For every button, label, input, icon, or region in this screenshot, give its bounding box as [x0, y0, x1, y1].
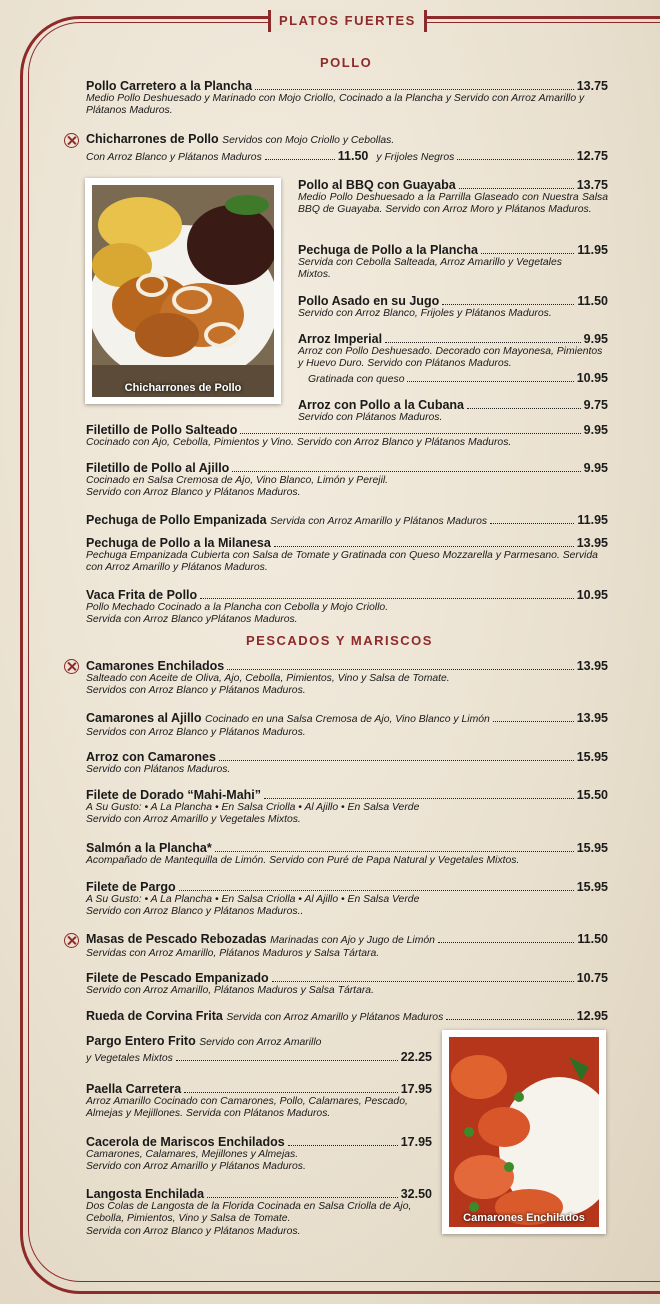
item-note: Cocinado en una Salsa Cremosa de Ajo, Vino Blanco y Limón: [205, 714, 490, 725]
item-name: Filete de Dorado “Mahi-Mahi”: [86, 788, 262, 802]
item-name: Filetillo de Pollo Salteado: [86, 423, 238, 437]
item-description: Cocinado con Ajo, Cebolla, Pimientos y Vino. Servido con Arroz Blanco y Plátanos Maduros.: [86, 437, 512, 448]
item-price: 12.75: [576, 149, 608, 163]
menu-item: [86, 880, 608, 919]
item-price: 10.75: [576, 971, 608, 985]
item-name: Arroz con Pollo a la Cubana: [298, 398, 464, 412]
subsection-title-pescados: PESCADOS Y MARISCOS: [246, 633, 433, 648]
subsection-title-pollo: POLLO: [320, 55, 373, 70]
menu-item: [298, 398, 608, 424]
item-name: Chicharrones de Pollo: [86, 132, 219, 146]
item-description: Pechuga Empanizada Cubierta con Salsa de Tomate y Gratinada con Queso Mozzarella y Parmesano. Servida con Arroz Amarillo y Plátanos Maduros.: [86, 550, 598, 574]
item-price: 11.95: [577, 243, 608, 257]
item-price: 9.95: [583, 332, 608, 346]
menu-item: [298, 332, 608, 387]
item-name: Salmón a la Plancha*: [86, 841, 212, 855]
item-price: 15.95: [576, 880, 608, 894]
item-description: Pollo Mechado Cocinado a la Plancha con Cebolla y Mojo Criollo.: [86, 602, 389, 613]
item-price: 11.95: [577, 513, 608, 527]
item-price: 13.95: [576, 711, 608, 725]
photo-caption: Chicharrones de Pollo: [124, 382, 242, 394]
item-price: 32.50: [400, 1187, 432, 1201]
item-name: Camarones al Ajillo: [86, 711, 202, 725]
item-description: Salteado con Aceite de Oliva, Ajo, Cebolla, Pimientos, Vino y Salsa de Tomate.: [86, 673, 450, 684]
menu-item: [86, 659, 608, 698]
signature-dish-icon: [64, 659, 79, 674]
item-price: 22.25: [400, 1050, 432, 1064]
section-title: PLATOS FUERTES: [268, 10, 427, 32]
item-description: Servido con Plátanos Maduros.: [298, 412, 443, 423]
item-name: Cacerola de Mariscos Enchilados: [86, 1135, 285, 1149]
item-name: Rueda de Corvina Frita: [86, 1009, 223, 1023]
item-name: Camarones Enchilados: [86, 659, 225, 673]
item-description: Servido con Arroz Amarillo y Plátanos Maduros.: [86, 1161, 306, 1173]
item-description: Medio Pollo Deshuesado y Marinado con Mojo Criollo, Cocinado a la Plancha y Servido con Arroz Amarillo y Plátanos Maduros.: [86, 93, 585, 117]
item-price: 15.95: [576, 841, 608, 855]
signature-dish-icon: [64, 133, 79, 148]
item-price: 15.95: [576, 750, 608, 764]
item-price: 13.75: [576, 178, 608, 192]
item-description: Cocinado en Salsa Cremosa de Ajo, Vino Blanco, Limón y Perejil.: [86, 475, 389, 486]
menu-item: [86, 513, 608, 529]
photo-chicharrones: [85, 178, 281, 404]
menu-item: [86, 461, 608, 500]
item-description: Camarones, Calamares, Mejillones y Almejas.: [86, 1149, 299, 1160]
item-name: Filete de Pargo: [86, 880, 176, 894]
item-name: Pechuga de Pollo Empanizada: [86, 513, 267, 527]
item-name: Pargo Entero Frito: [86, 1034, 196, 1048]
item-description: Acompañado de Mantequilla de Limón. Servido con Puré de Papa Natural y Vegetales Mixtos.: [86, 855, 520, 866]
item-description: Arroz con Pollo Deshuesado. Decorado con Mayonesa, Pimientos y Huevo Duro. Servido con Plátanos Maduros.: [298, 346, 603, 370]
item-description: Medio Pollo Deshuesado a la Parrilla Glaseado con Nuestra Salsa BBQ de Guayaba. Servido con Arroz Moro y Plátanos Maduros.: [298, 192, 608, 216]
item-description: Servido con Arroz Amarillo, Plátanos Maduros y Salsa Tártara.: [86, 985, 374, 996]
item-name: Masas de Pescado Rebozadas: [86, 932, 267, 946]
menu-item: [86, 788, 608, 827]
item-description: Servidos con Arroz Blanco y Plátanos Maduros.: [86, 685, 306, 697]
item-price: 12.95: [576, 1009, 608, 1023]
item-name: Vaca Frita de Pollo: [86, 588, 198, 602]
item-note: Servido con Arroz Amarillo: [199, 1037, 322, 1048]
menu-item: [86, 1034, 432, 1066]
menu-item: [86, 132, 608, 165]
item-description: Servida con Arroz Blanco yPlátanos Maduros.: [86, 614, 298, 626]
item-note: y Vegetales Mixtos: [86, 1053, 173, 1064]
item-description: Dos Colas de Langosta de la Florida Cocinada en Salsa Criolla de Ajo, Cebolla, Pimientos, Vino y Salsa de Tomate.: [86, 1201, 412, 1225]
chicharrones-image: [92, 185, 274, 397]
item-name: Pollo Asado en su Jugo: [298, 294, 440, 308]
item-name: Arroz Imperial: [298, 332, 383, 346]
item-name: Filetillo de Pollo al Ajillo: [86, 461, 230, 475]
item-name: Paella Carretera: [86, 1082, 182, 1096]
menu-item: [86, 1187, 432, 1238]
item-price: 9.95: [583, 461, 608, 475]
menu-item: [86, 932, 608, 960]
item-description: Servido con Arroz Blanco, Frijoles y Plátanos Maduros.: [298, 308, 552, 319]
menu-item: [298, 178, 608, 217]
photo-camarones: [442, 1030, 606, 1234]
item-price: 13.95: [576, 659, 608, 673]
menu-item: [86, 841, 608, 867]
menu-item: [86, 1082, 432, 1121]
item-description: Servido con Arroz Amarillo y Vegetales Mixtos.: [86, 814, 301, 826]
item-name: Pollo Carretero a la Plancha: [86, 79, 253, 93]
item-note: Servida con Arroz Amarillo y Plátanos Maduros: [226, 1012, 444, 1023]
item-price: 13.75: [576, 79, 608, 93]
item-description: A Su Gusto: • A La Plancha • En Salsa Criolla • Al Ajillo • En Salsa Verde: [86, 894, 420, 905]
item-note: Marinadas con Ajo y Jugo de Limón: [270, 935, 435, 946]
item-price: 17.95: [400, 1082, 432, 1096]
item-description: Servidas con Arroz Amarillo, Plátanos Maduros y Salsa Tártara.: [86, 948, 380, 959]
item-description: Arroz Amarillo Cocinado con Camarones, Pollo, Calamares, Pescado, Almejas y Mejillones. Servida con Plátanos Maduros.: [86, 1096, 408, 1120]
item-description: Servida con Cebolla Salteada, Arroz Amarillo y Vegetales Mixtos.: [298, 257, 562, 281]
item-price: 9.75: [583, 398, 608, 412]
menu-item: [86, 79, 608, 118]
menu-item: [86, 536, 608, 575]
item-description: Servido con Arroz Blanco y Plátanos Maduros..: [86, 906, 304, 918]
photo-caption: Camarones Enchilados: [463, 1212, 585, 1224]
item-price: 11.50: [337, 149, 369, 163]
item-option: y Frijoles Negros: [376, 152, 455, 163]
menu-item: [86, 750, 608, 776]
item-price: 17.95: [400, 1135, 432, 1149]
item-note: Servidos con Mojo Criollo y Cebollas.: [222, 135, 395, 146]
menu-item: [86, 711, 608, 739]
item-name: Pechuga de Pollo a la Plancha: [298, 243, 478, 257]
item-price: 15.50: [576, 788, 608, 802]
item-price: 10.95: [576, 588, 608, 602]
menu-item: [298, 294, 608, 320]
item-name: Pollo al BBQ con Guayaba: [298, 178, 456, 192]
item-description: Servido con Plátanos Maduros.: [86, 764, 231, 775]
menu-item: [86, 1009, 608, 1025]
item-description: Servida con Arroz Blanco y Plátanos Maduros.: [86, 1225, 301, 1237]
item-price: 10.95: [576, 370, 608, 385]
menu-item: [86, 1135, 432, 1174]
item-price: 9.95: [583, 423, 608, 437]
item-price: 11.50: [577, 932, 608, 946]
camarones-image: [449, 1037, 599, 1227]
item-name: Pechuga de Pollo a la Milanesa: [86, 536, 271, 550]
signature-dish-icon: [64, 933, 79, 948]
menu-item: [86, 588, 608, 627]
menu-item: [86, 971, 608, 997]
menu-item: [298, 243, 608, 282]
item-price: 11.50: [577, 294, 608, 308]
item-name: Arroz con Camarones: [86, 750, 216, 764]
item-description: A Su Gusto: • A La Plancha • En Salsa Criolla • Al Ajillo • En Salsa Verde: [86, 802, 420, 813]
menu-item: [86, 423, 608, 449]
item-price: 13.95: [576, 536, 608, 550]
item-name: Langosta Enchilada: [86, 1187, 205, 1201]
item-name: Filete de Pescado Empanizado: [86, 971, 269, 985]
item-description: Servidos con Arroz Blanco y Plátanos Maduros.: [86, 727, 306, 738]
item-description: Servido con Arroz Blanco y Plátanos Maduros.: [86, 487, 301, 499]
item-option: Con Arroz Blanco y Plátanos Maduros: [86, 152, 262, 163]
item-option: Gratinada con queso: [308, 373, 405, 385]
item-note: Servida con Arroz Amarillo y Plátanos Maduros: [270, 516, 488, 527]
